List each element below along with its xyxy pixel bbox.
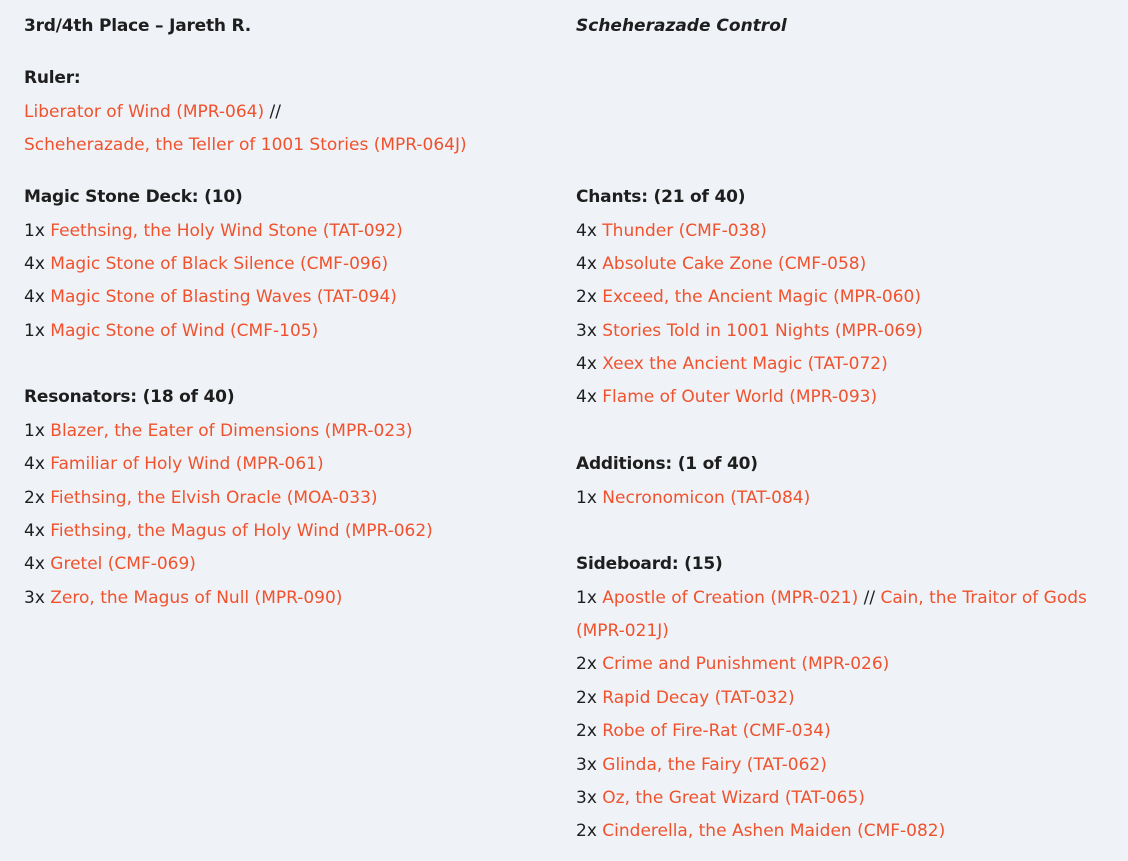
card-link-back[interactable]: Cain, the Traitor of Gods bbox=[880, 588, 1087, 608]
list-item bbox=[24, 219, 403, 243]
card-link[interactable]: Feethsing, the Holy Wind Stone (TAT-092) bbox=[50, 221, 403, 241]
card-link[interactable]: Magic Stone of Black Silence (CMF-096) bbox=[50, 254, 389, 274]
card-link[interactable]: Magic Stone of Blasting Waves (TAT-094) bbox=[50, 287, 397, 307]
ruler-separator: // bbox=[269, 102, 281, 122]
card-link-back-code[interactable]: (MPR-021J) bbox=[576, 621, 669, 641]
list-item bbox=[24, 519, 433, 543]
card-link[interactable]: Fiethsing, the Elvish Oracle (MOA-033) bbox=[50, 488, 378, 508]
card-link[interactable]: Robe of Fire-Rat (CMF-034) bbox=[602, 721, 831, 741]
card-qty: 4x bbox=[24, 521, 51, 541]
card-link[interactable]: Absolute Cake Zone (CMF-058) bbox=[602, 254, 867, 274]
list-item bbox=[576, 285, 921, 309]
list-item bbox=[24, 586, 342, 610]
card-link[interactable]: Exceed, the Ancient Magic (MPR-060) bbox=[602, 287, 921, 307]
card-qty: 4x bbox=[24, 554, 51, 574]
card-link[interactable]: Flame of Outer World (MPR-093) bbox=[602, 387, 878, 407]
card-qty: 3x bbox=[24, 588, 51, 608]
card-link[interactable]: Gretel (CMF-069) bbox=[50, 554, 196, 574]
card-link[interactable]: Necronomicon (TAT-084) bbox=[602, 488, 811, 508]
list-item bbox=[576, 753, 827, 777]
card-link-front[interactable]: Apostle of Creation (MPR-021) bbox=[602, 588, 859, 608]
card-link[interactable]: Crime and Punishment (MPR-026) bbox=[602, 654, 890, 674]
card-qty: 4x bbox=[576, 387, 603, 407]
card-qty: 4x bbox=[24, 454, 51, 474]
card-link[interactable]: Glinda, the Fairy (TAT-062) bbox=[602, 755, 827, 775]
resonators-heading: Resonators: (18 of 40) bbox=[24, 387, 235, 407]
card-qty: 4x bbox=[24, 287, 51, 307]
card-qty: 3x bbox=[576, 755, 603, 775]
list-item bbox=[576, 486, 810, 510]
card-link[interactable]: Stories Told in 1001 Nights (MPR-069) bbox=[602, 321, 923, 341]
ruler-front-link[interactable]: Liberator of Wind (MPR-064) bbox=[24, 102, 265, 122]
list-item bbox=[24, 552, 196, 576]
ruler-back-link[interactable]: Scheherazade, the Teller of 1001 Stories (MPR-064J) bbox=[24, 135, 467, 155]
list-item bbox=[576, 385, 877, 409]
card-qty: 2x bbox=[576, 821, 603, 841]
card-link[interactable]: Cinderella, the Ashen Maiden (CMF-082) bbox=[602, 821, 946, 841]
list-item bbox=[24, 452, 324, 476]
ruler-front-line bbox=[24, 100, 281, 124]
list-item bbox=[24, 419, 413, 443]
card-link[interactable]: Magic Stone of Wind (CMF-105) bbox=[50, 321, 319, 341]
additions-heading: Additions: (1 of 40) bbox=[576, 454, 758, 474]
place-heading: 3rd/4th Place – Jareth R. bbox=[24, 16, 251, 36]
ruler-heading: Ruler: bbox=[24, 68, 81, 88]
list-item bbox=[576, 719, 831, 743]
ruler-back-line bbox=[24, 133, 467, 157]
card-link[interactable]: Thunder (CMF-038) bbox=[602, 221, 767, 241]
card-qty: 2x bbox=[576, 721, 603, 741]
card-qty: 1x bbox=[576, 588, 603, 608]
card-qty: 4x bbox=[576, 254, 603, 274]
card-qty: 1x bbox=[24, 221, 51, 241]
card-qty: 2x bbox=[576, 688, 603, 708]
list-item bbox=[576, 219, 767, 243]
list-item bbox=[576, 252, 866, 276]
card-qty: 3x bbox=[576, 788, 603, 808]
card-qty: 2x bbox=[576, 287, 603, 307]
list-item bbox=[24, 486, 378, 510]
list-item bbox=[576, 686, 795, 710]
card-qty: 4x bbox=[24, 254, 51, 274]
card-link[interactable]: Rapid Decay (TAT-032) bbox=[602, 688, 795, 708]
card-qty: 4x bbox=[576, 221, 603, 241]
card-qty: 2x bbox=[24, 488, 51, 508]
card-separator: // bbox=[863, 588, 881, 608]
card-link[interactable]: Blazer, the Eater of Dimensions (MPR-023) bbox=[50, 421, 413, 441]
card-link[interactable]: Oz, the Great Wizard (TAT-065) bbox=[602, 788, 865, 808]
card-link[interactable]: Fiethsing, the Magus of Holy Wind (MPR-062) bbox=[50, 521, 433, 541]
list-item bbox=[24, 252, 388, 276]
card-qty: 2x bbox=[576, 654, 603, 674]
list-item bbox=[576, 652, 889, 676]
list-item bbox=[576, 786, 865, 810]
card-qty: 1x bbox=[24, 421, 51, 441]
list-item bbox=[24, 319, 318, 343]
card-qty: 1x bbox=[576, 488, 603, 508]
sideboard-heading: Sideboard: (15) bbox=[576, 554, 723, 574]
card-qty: 1x bbox=[24, 321, 51, 341]
list-item bbox=[24, 285, 397, 309]
list-item bbox=[576, 352, 888, 376]
card-qty: 3x bbox=[576, 321, 603, 341]
card-link[interactable]: Zero, the Magus of Null (MPR-090) bbox=[50, 588, 343, 608]
list-item bbox=[576, 319, 923, 343]
card-qty: 4x bbox=[576, 354, 603, 374]
list-item-continued bbox=[576, 619, 669, 643]
chants-heading: Chants: (21 of 40) bbox=[576, 187, 746, 207]
deck-name: Scheherazade Control bbox=[576, 16, 787, 36]
list-item bbox=[576, 586, 1087, 610]
list-item bbox=[576, 819, 945, 843]
card-link[interactable]: Xeex the Ancient Magic (TAT-072) bbox=[602, 354, 888, 374]
magic-stone-heading: Magic Stone Deck: (10) bbox=[24, 187, 243, 207]
card-link[interactable]: Familiar of Holy Wind (MPR-061) bbox=[50, 454, 324, 474]
